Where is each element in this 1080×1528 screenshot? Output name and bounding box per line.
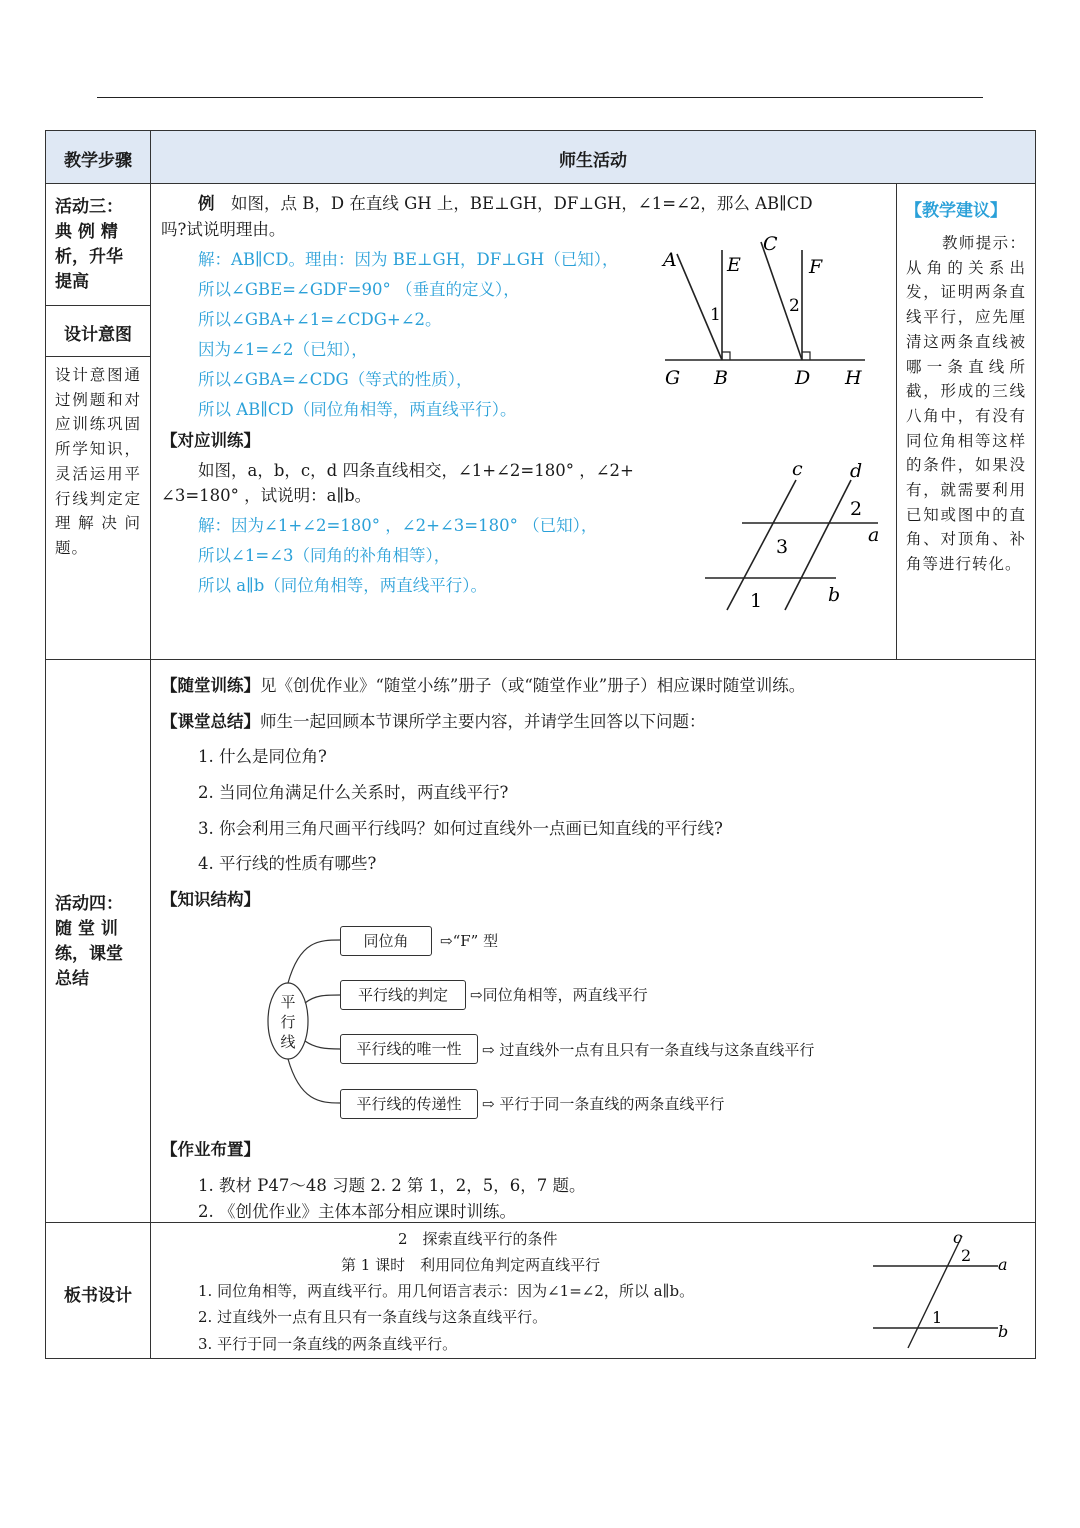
connector [305,1041,340,1049]
connector [288,1059,340,1103]
structure-item [440,930,498,951]
question-item: 2. 当同位角满足什么关系时，两直线平行? [198,783,509,802]
board-subtitle: 第 1 课时 利用同位角判定两直线平行 [341,1256,601,1274]
solution-line: 所以∠GBE=∠GDF=90° （垂直的定义）， [198,280,520,299]
board-figure [865,1226,1025,1354]
structure-box-transitivity: 平行线的传递性 [340,1089,478,1119]
practice-solution-line: 所以∠1=∠3（同角的补角相等）， [198,546,451,565]
angle-1-label: 1 [750,590,763,612]
structure-item [482,1039,814,1060]
figure-parallel-ab-cd [655,230,875,390]
right-angle-mark [722,352,730,360]
solution-line: 所以∠GBA=∠CDG（等式的性质）， [198,370,473,389]
label-a: A [663,249,677,271]
question-item: 1. 什么是同位角? [198,747,327,766]
label-line: 总结 [55,969,89,989]
label-e: E [727,254,741,276]
activity4-label [55,892,123,992]
suggestion-title: 【教学建议】 [905,201,1007,221]
center-char: 线 [280,1033,296,1051]
angle-3-label: 3 [776,536,789,558]
figure-four-lines [700,455,890,615]
practice-text: 见《创优作业》“随堂小练”册子（或“随堂作业”册子）相应课时随堂训练。 [260,676,806,695]
homework-item: 1. 教材 P47～48 习题 2. 2 第 1，2，5，6，7 题。 [198,1176,586,1195]
label-line: 活动四： [55,894,123,914]
row-divider [46,356,150,357]
label-c: c [792,458,803,480]
structure-item [482,1093,724,1114]
solution-line: 因为∠1=∠2（已知）， [198,340,368,359]
label-d: d [850,460,863,482]
center-char: 平 [280,993,296,1011]
label-line: 提高 [55,272,89,292]
angle-1-label: 1 [710,305,721,325]
in-class-practice [161,672,805,696]
board-item: 1. 同位角相等，两直线平行。用几何语言表示：因为∠1=∠2，所以 a∥b。 [198,1282,695,1300]
label-line: 活动三： [55,197,123,217]
suggestion-text: 教师提示：从角的关系出发，证明两条直线平行，应先厘清这两条直线被哪一条直线所截，形成的三线八角中，有没有同位角相等这样的条件，如果没有，就需要利用已知或图中的直角、对顶角、补角等进行转化。 [906,234,1026,574]
label-a: a [868,524,880,546]
hollow-arrow-icon: ⇨ [470,986,483,1004]
header-steps: 教学步骤 [64,151,132,171]
hollow-arrow-icon: ⇨ [482,1095,495,1113]
label-c: C [763,233,778,255]
board-item: 3. 平行于同一条直线的两条直线平行。 [198,1335,458,1353]
example-line1 [198,190,813,214]
angle-2-label: 2 [961,1246,972,1265]
board-item: 2. 过直线外一点有且只有一条直线与这条直线平行。 [198,1308,548,1326]
summary-text: 师生一起回顾本节课所学主要内容，并请学生回答以下问题： [260,712,706,731]
activity3-label [55,195,123,295]
label-g: G [665,367,681,389]
solution-line: 解：AB∥CD。理由：因为 BE⊥GH，DF⊥GH（已知）， [198,250,619,269]
board-title: 2 探索直线平行的条件 [398,1230,558,1248]
structure-desc: 过直线外一点有且只有一条直线与这条直线平行 [499,1041,815,1059]
structure-box-uniqueness: 平行线的唯一性 [340,1034,478,1064]
design-intent-label: 设计意图 [64,325,132,345]
label-line: 练，课堂 [55,944,123,964]
tag: 【课堂总结】 [161,712,260,731]
structure-desc: 平行于同一条直线的两条直线平行 [499,1095,725,1113]
top-rule [97,97,983,98]
practice-line1: 如图，a，b，c，d 四条直线相交，∠1+∠2=180° ，∠2+ [198,461,634,480]
column-divider [150,131,151,1358]
label-d: D [795,367,811,389]
homework-item: 2. 《创优作业》主体本部分相应课时训练。 [198,1202,516,1221]
structure-box-judgement: 平行线的判定 [340,980,466,1010]
center-label [279,992,297,1052]
solution-line: 所以∠GBA+∠1=∠CDG+∠2。 [198,310,442,329]
structure-item [470,984,648,1005]
label-b: b [828,584,841,606]
row-divider [46,305,150,306]
practice-solution-line: 所以 a∥b（同位角相等，两直线平行）。 [198,576,488,595]
homework-title: 【作业布置】 [161,1140,260,1159]
board-design-label: 板书设计 [64,1286,132,1306]
hollow-arrow-icon: ⇨ [440,932,453,950]
label-b: b [998,1322,1009,1341]
practice-line2: ∠3=180° ，试说明：a∥b。 [161,486,372,505]
example-line2: 吗?试说明理由。 [161,220,286,239]
label-line: 典 例 精 [55,222,118,242]
structure-desc: “F” 型 [452,932,499,950]
label-c: c [953,1228,962,1247]
angle-2-label: 2 [789,296,800,316]
solution-line: 所以 AB∥CD（同位角相等，两直线平行）。 [198,400,517,419]
example-tag: 例 [198,194,215,213]
class-summary [161,708,706,732]
center-char: 行 [280,1013,296,1031]
angle-1-label: 1 [932,1308,943,1327]
header-activity: 师生活动 [559,151,627,171]
right-angle-mark [802,352,810,360]
structure-box-corresponding-angle: 同位角 [340,926,432,956]
question-item: 3. 你会利用三角尺画平行线吗？如何过直线外一点画已知直线的平行线? [198,819,723,838]
row-divider [46,659,1035,660]
label-h: H [845,367,862,389]
structure-desc: 同位角相等，两直线平行 [482,986,648,1004]
tag: 【随堂训练】 [161,676,260,695]
label-line: 析，升华 [55,247,123,267]
connector [288,940,340,983]
label-f: F [809,256,823,278]
design-intent-text: 设计意图通过例题和对应训练巩固所学知识，灵活运用平行线判定定理解决问题。 [55,366,141,557]
example-question: 如图，点 B，D 在直线 GH 上，BE⊥GH，DF⊥GH，∠1=∠2，那么 AB∥CD [231,194,813,213]
label-a: a [998,1255,1008,1274]
line-d [785,480,851,610]
practice-solution-line: 解：因为∠1+∠2=180° ，∠2+∠3=180° （已知）， [198,516,598,535]
practice-title: 【对应训练】 [161,431,260,450]
label-b: B [714,367,728,389]
knowledge-structure-title: 【知识结构】 [161,890,260,909]
angle-2-label: 2 [850,498,863,520]
question-item: 4. 平行线的性质有哪些? [198,854,377,873]
hollow-arrow-icon: ⇨ [482,1041,495,1059]
label-line: 随 堂 训 [55,919,118,939]
connector [305,995,340,1003]
suggestion-divider [896,183,897,659]
row-divider [46,1222,1035,1223]
line-c [908,1236,962,1348]
row-divider [46,183,1035,184]
